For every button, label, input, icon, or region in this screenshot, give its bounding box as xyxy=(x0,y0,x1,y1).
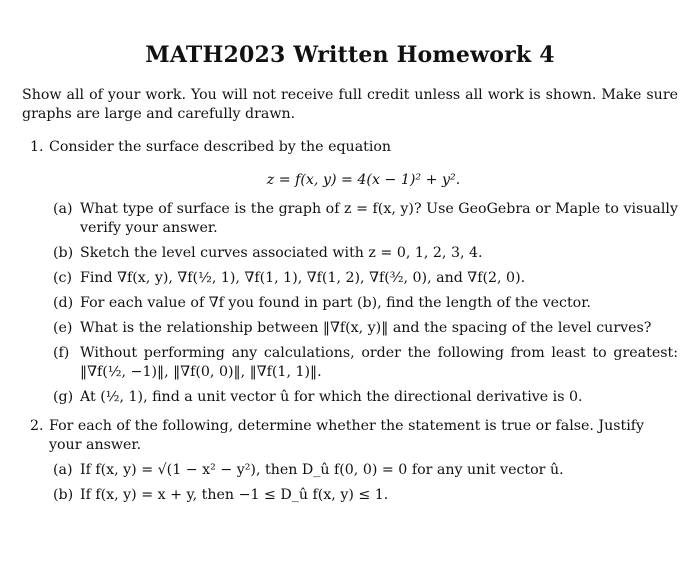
part-text: If f(x, y) = x + y, then −1 ≤ D_û f(x, y) ≤ 1. xyxy=(80,487,389,504)
part-text: At (½, 1), find a unit vector û for which the directional derivative is 0. xyxy=(80,389,583,406)
problem-2 xyxy=(22,417,678,505)
part-label: (a) xyxy=(53,201,73,218)
part-label: (d) xyxy=(53,295,74,312)
part-1e xyxy=(49,319,678,338)
part-text: What type of surface is the graph of z = f(x, y)? Use GeoGebra or Maple to visually verify your answer. xyxy=(80,201,678,237)
part-1f xyxy=(49,344,678,382)
part-text: Sketch the level curves associated with z = 0, 1, 2, 3, 4. xyxy=(80,245,483,262)
part-label: (a) xyxy=(53,462,73,479)
instructions: Show all of your work. You will not receive full credit unless all work is shown. Make sure graphs are large and carefully drawn. xyxy=(22,87,678,122)
problem-text: For each of the following, determine whether the statement is true or false. Justify your answer. xyxy=(49,418,645,454)
part-1c xyxy=(49,269,678,288)
part-text: Find ∇f(x, y), ∇f(½, 1), ∇f(1, 1), ∇f(1, 2), ∇f(³⁄₂, 0), and ∇f(2, 0). xyxy=(80,270,526,287)
problem-1 xyxy=(22,138,678,407)
part-label: (b) xyxy=(53,487,74,504)
part-label: (g) xyxy=(53,389,74,406)
part-2a xyxy=(49,461,678,480)
part-1g xyxy=(49,388,678,407)
document-title: MATH2023 Written Homework 4 xyxy=(145,42,555,68)
part-label: (f) xyxy=(53,345,70,362)
part-2b xyxy=(49,486,678,505)
part-1b xyxy=(49,244,678,263)
part-text: If f(x, y) = √(1 − x² − y²), then D_û f(0, 0) = 0 for any unit vector û. xyxy=(80,462,564,479)
problem-text: Consider the surface described by the equation xyxy=(49,139,392,156)
part-text: For each value of ∇f you found in part (b), find the length of the vector. xyxy=(80,295,591,312)
problem-number: 1. xyxy=(30,139,44,156)
part-label: (b) xyxy=(53,245,74,262)
part-text: Without performing any calculations, order the following from least to greatest: ‖∇f(½, −1)‖, ‖∇f(0, 0)‖, ‖∇f(1, 1)‖. xyxy=(80,345,678,381)
part-text: What is the relationship between ‖∇f(x, y)‖ and the spacing of the level curves? xyxy=(80,320,652,337)
part-1d xyxy=(49,294,678,313)
part-1a xyxy=(49,200,678,238)
problem-2-parts xyxy=(49,461,678,505)
problem-list xyxy=(22,138,678,505)
problem-1-parts xyxy=(49,200,678,407)
surface-equation: z = f(x, y) = 4(x − 1)² + y². xyxy=(266,172,461,189)
problem-number: 2. xyxy=(30,418,44,435)
part-label: (e) xyxy=(53,320,73,337)
part-label: (c) xyxy=(53,270,73,287)
